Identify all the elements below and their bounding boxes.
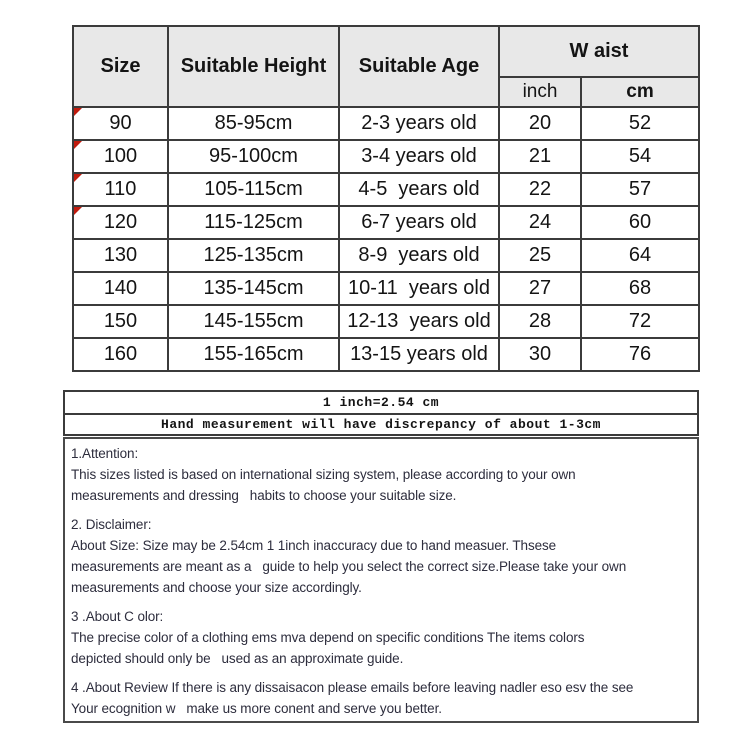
table-cell: 60	[581, 206, 699, 239]
table-row	[73, 173, 699, 206]
table-cell: 30	[499, 338, 581, 371]
notes-box	[63, 437, 699, 723]
table-cell: 24	[499, 206, 581, 239]
comment-marker-triangle-icon	[74, 174, 82, 182]
table-row	[73, 107, 699, 140]
table-cell: 2-3 years old	[339, 107, 499, 140]
note-line: measurements and choose your size accordingly.	[71, 580, 362, 595]
col-header-inch: inch	[499, 77, 581, 107]
note-line: depicted should only be used as an approximate guide.	[71, 651, 404, 666]
note-line: 3 .About C olor:	[71, 609, 164, 624]
table-cell: 145-155cm	[168, 305, 339, 338]
table-cell: 12-13 years old	[339, 305, 499, 338]
table-cell: 120	[73, 206, 168, 239]
footnote-box	[63, 390, 699, 436]
table-cell: 105-115cm	[168, 173, 339, 206]
table-cell: 160	[73, 338, 168, 371]
table-cell: 27	[499, 272, 581, 305]
table-cell: 64	[581, 239, 699, 272]
table-cell: 72	[581, 305, 699, 338]
table-cell: 100	[73, 140, 168, 173]
table-cell: 10-11 years old	[339, 272, 499, 305]
note-line: The precise color of a clothing ems mva depend on specific conditions The items colors	[71, 630, 585, 645]
table-cell: 20	[499, 107, 581, 140]
comment-marker-triangle-icon	[74, 207, 82, 215]
comment-marker-triangle-icon	[74, 141, 82, 149]
note-paragraph	[71, 443, 693, 506]
table-cell: 150	[73, 305, 168, 338]
note-line: measurements and dressing habits to choose your suitable size.	[71, 488, 457, 503]
table-cell: 130	[73, 239, 168, 272]
table-cell: 54	[581, 140, 699, 173]
table-cell: 22	[499, 173, 581, 206]
comment-marker-triangle-icon	[74, 108, 82, 116]
table-row	[73, 272, 699, 305]
table-cell: 8-9 years old	[339, 239, 499, 272]
notes-list	[71, 443, 693, 719]
note-paragraph	[71, 606, 693, 669]
table-row	[73, 305, 699, 338]
table-cell: 135-145cm	[168, 272, 339, 305]
header-row-main	[73, 26, 699, 77]
note-line: measurements are meant as a guide to help you select the correct size.Please take your own	[71, 559, 627, 574]
table-cell: 6-7 years old	[339, 206, 499, 239]
table-cell: 4-5 years old	[339, 173, 499, 206]
note-line: 1.Attention:	[71, 446, 139, 461]
table-cell: 13-15 years old	[339, 338, 499, 371]
table-row	[73, 206, 699, 239]
note-line: About Size: Size may be 2.54cm 1 1inch inaccuracy due to hand measuer. Thsese	[71, 538, 557, 553]
note-paragraph	[71, 514, 693, 598]
note-line: 4 .About Review If there is any dissaisacon please emails before leaving nadler eso esv the see	[71, 680, 634, 695]
table-row	[73, 338, 699, 371]
table-cell: 110	[73, 173, 168, 206]
table-cell: 76	[581, 338, 699, 371]
col-header-waist: W aist	[499, 26, 699, 77]
table-row	[73, 140, 699, 173]
table-cell: 25	[499, 239, 581, 272]
table-cell: 85-95cm	[168, 107, 339, 140]
table-cell: 3-4 years old	[339, 140, 499, 173]
col-header-size: Size	[73, 26, 168, 107]
table-cell: 155-165cm	[168, 338, 339, 371]
col-header-cm: cm	[581, 77, 699, 107]
note-line: This sizes listed is based on international sizing system, please according to your own	[71, 467, 576, 482]
table-cell: 28	[499, 305, 581, 338]
note-line: 2. Disclaimer:	[71, 517, 152, 532]
table-cell: 125-135cm	[168, 239, 339, 272]
table-cell: 68	[581, 272, 699, 305]
table-cell: 90	[73, 107, 168, 140]
table-cell: 140	[73, 272, 168, 305]
table-cell: 57	[581, 173, 699, 206]
table-row	[73, 239, 699, 272]
note-paragraph	[71, 677, 693, 719]
footnote-inch-conversion: 1 inch=2.54 cm	[65, 392, 697, 415]
footnote-hand-measurement: Hand measurement will have discrepancy of about 1-3cm	[161, 417, 601, 432]
table-cell: 21	[499, 140, 581, 173]
note-line: Your ecognition w make us more conent and serve you better.	[71, 701, 442, 716]
table-cell: 52	[581, 107, 699, 140]
size-table-body	[73, 107, 699, 371]
size-chart-table	[72, 25, 700, 372]
col-header-suitable-height: Suitable Height	[168, 26, 339, 107]
table-cell: 95-100cm	[168, 140, 339, 173]
table-cell: 115-125cm	[168, 206, 339, 239]
col-header-suitable-age: Suitable Age	[339, 26, 499, 107]
